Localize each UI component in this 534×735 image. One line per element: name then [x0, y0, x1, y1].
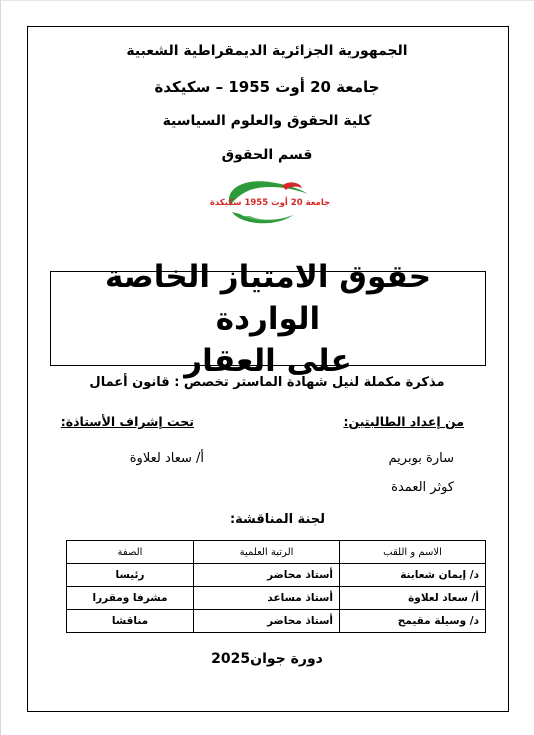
table-row	[67, 587, 486, 610]
thesis-subtitle: مذكرة مكملة لنيل شهادة الماستر تخصص : قانون أعمال	[89, 375, 445, 390]
session-date: دورة جوان2025	[211, 651, 323, 667]
student-name: سارة بوبريم	[388, 451, 454, 466]
thesis-title-box	[50, 258, 486, 379]
supervisor-name: أ/ سعاد لعلاوة	[129, 451, 204, 466]
committee-label: لجنة المناقشة:	[229, 512, 325, 527]
table-row	[67, 564, 486, 587]
student-name: كوثر العمدة	[391, 480, 454, 495]
table-cell: د/ وسيلة مقيمح	[340, 610, 486, 633]
university-heading: جامعة 20 أوت 1955 – سكيكدة	[154, 78, 380, 96]
table-cell: مناقشا	[67, 610, 194, 633]
department-heading: قسم الحقوق	[221, 147, 313, 163]
table-cell: أستاذ مساعد	[194, 587, 340, 610]
table-header-cell: الاسم و اللقب	[340, 541, 486, 564]
table-header-cell: الرتبة العلمية	[194, 541, 340, 564]
supervision-label: تحت إشراف الأستاذة:	[60, 414, 194, 429]
committee-table	[66, 540, 486, 633]
table-cell: أستاذ محاضر	[194, 610, 340, 633]
students-label: من إعداد الطالبتين:	[343, 414, 464, 429]
table-cell: مشرفا ومقررا	[67, 587, 194, 610]
table-header-cell: الصفة	[67, 541, 194, 564]
table-header-row	[67, 541, 486, 564]
faculty-heading: كلية الحقوق والعلوم السياسية	[162, 113, 372, 129]
university-logo	[209, 176, 331, 226]
thesis-title: حقوق الامتياز الخاصة الواردة على العقار	[104, 258, 432, 379]
table-cell: رئيسا	[67, 564, 194, 587]
table-cell: أ/ سعاد لعلاوة	[340, 587, 486, 610]
table-cell: أستاذ محاضر	[194, 564, 340, 587]
table-cell: د/ إيمان شعابنة	[340, 564, 486, 587]
logo-text: جامعة 20 أوت 1955 سكيكدة	[209, 198, 331, 208]
table-row	[67, 610, 486, 633]
republic-heading: الجمهورية الجزائرية الديمقراطية الشعبية	[126, 43, 408, 59]
